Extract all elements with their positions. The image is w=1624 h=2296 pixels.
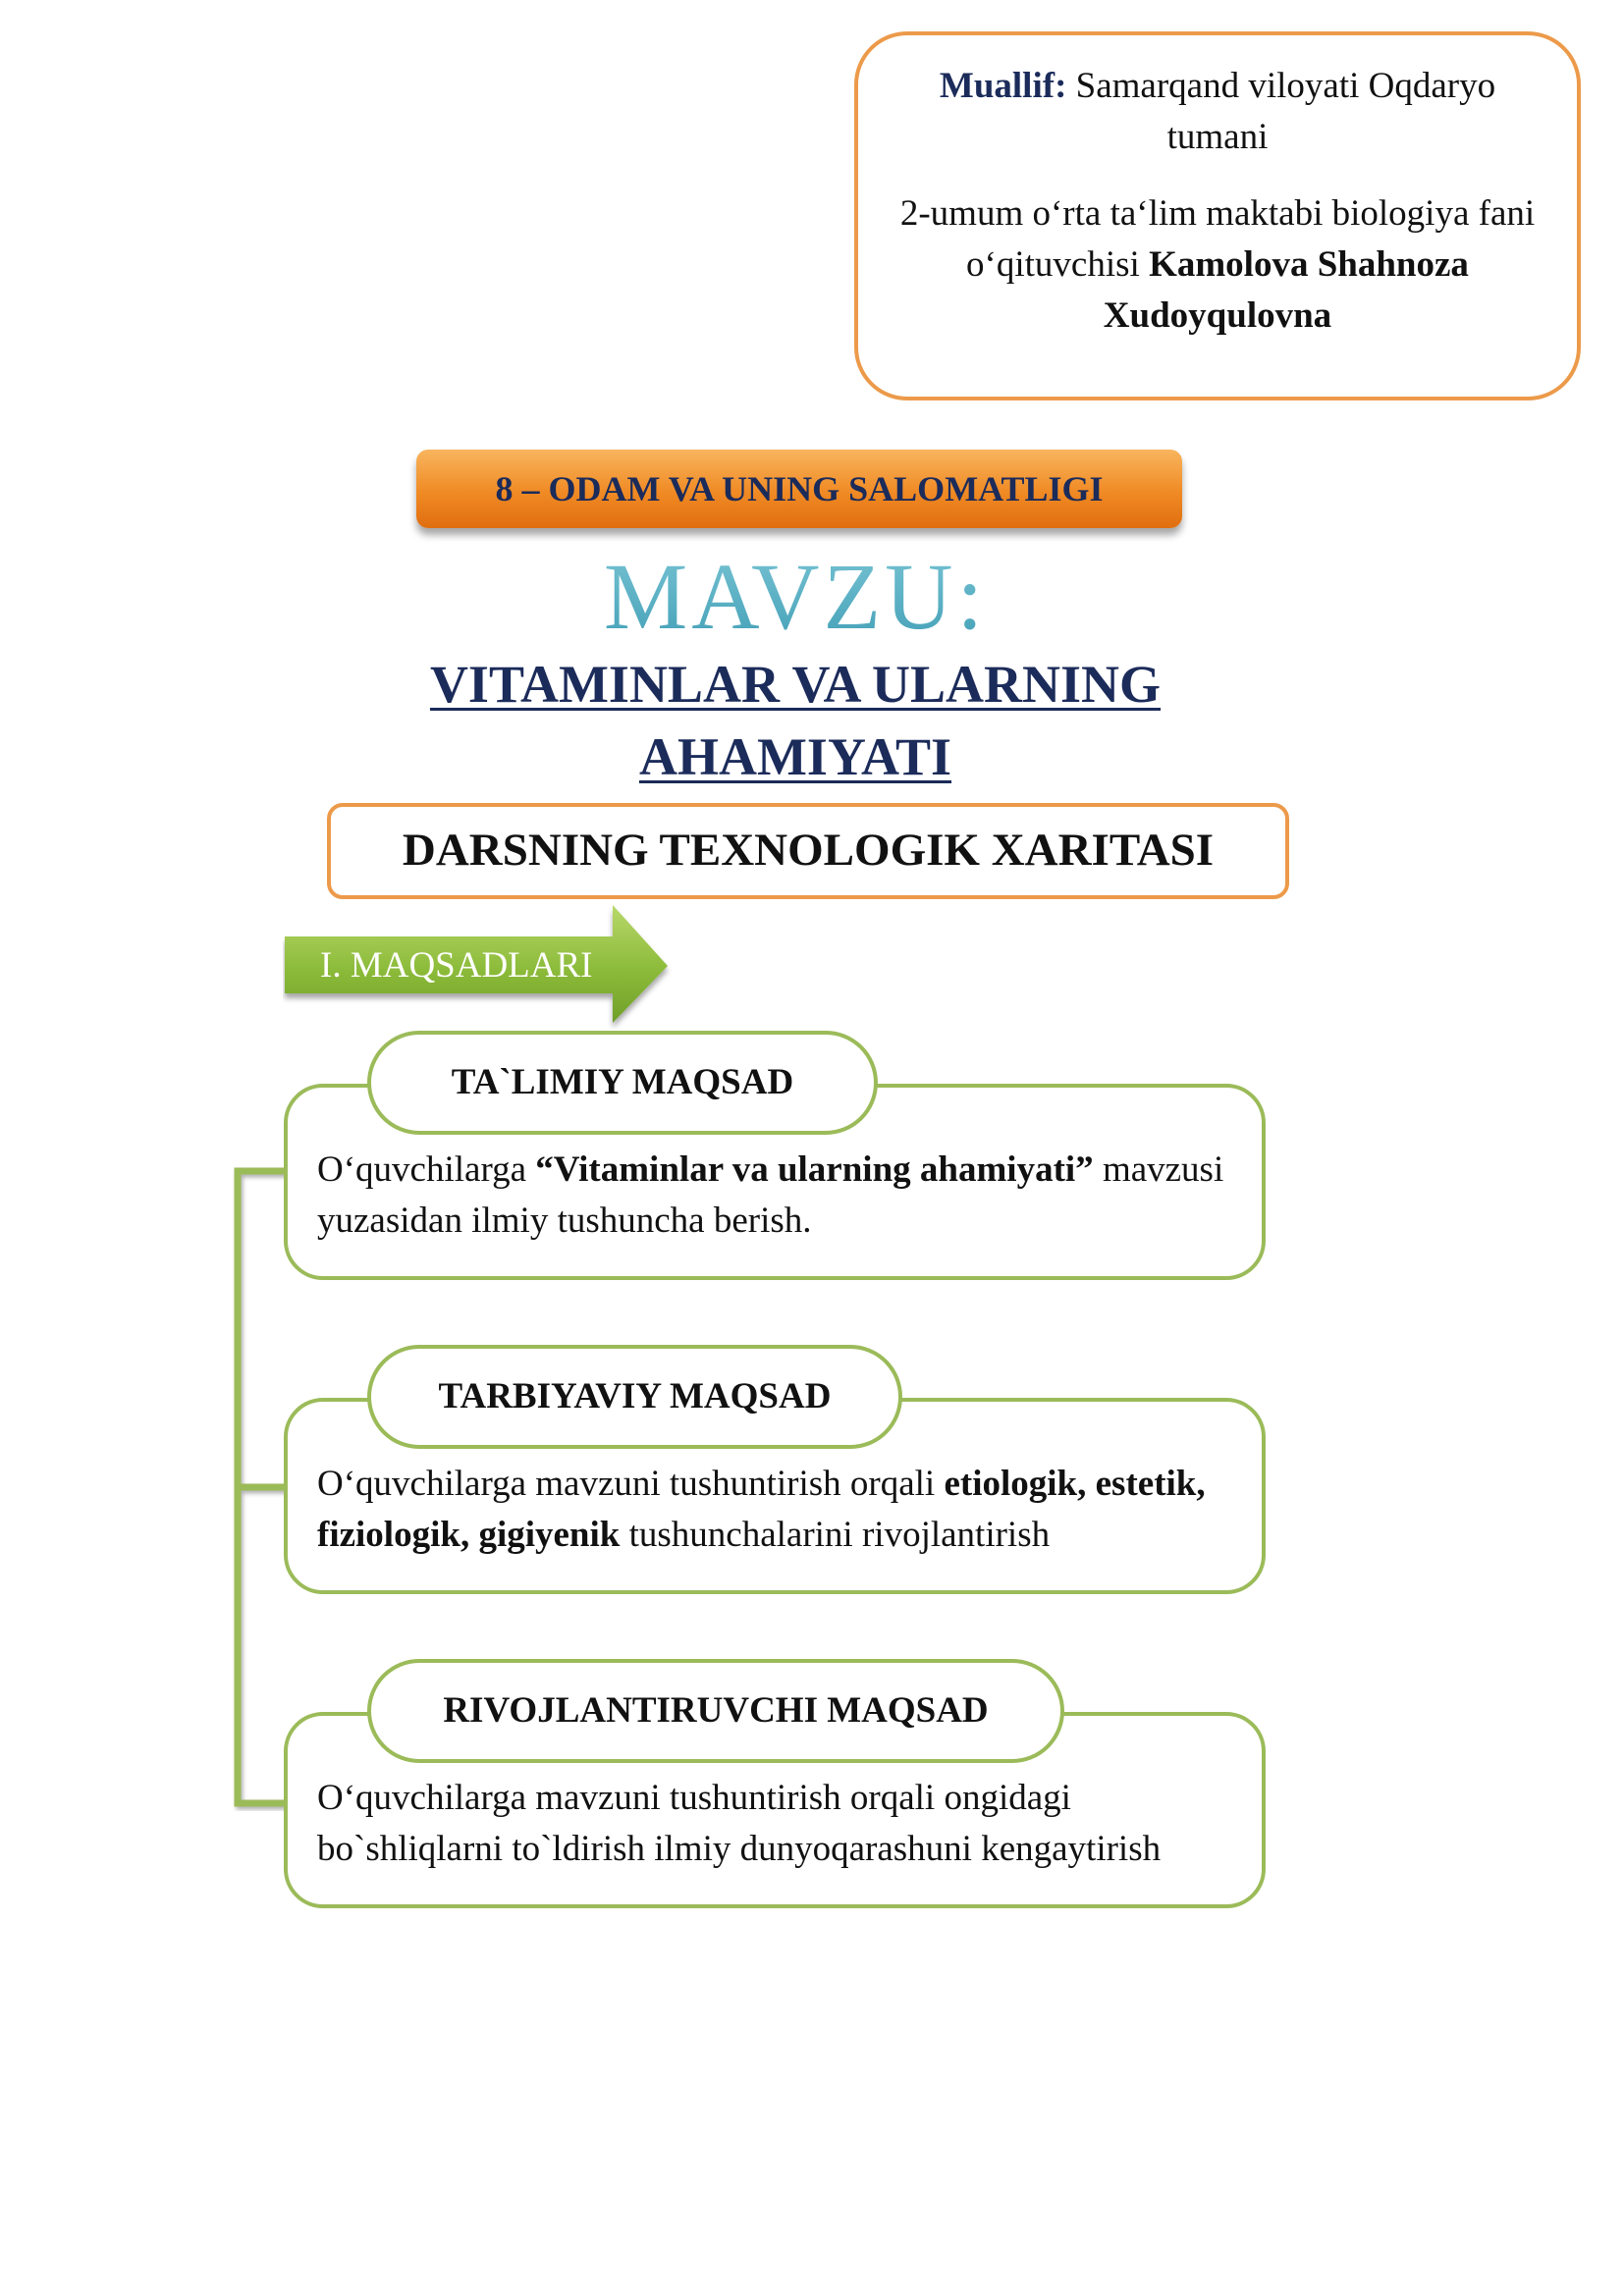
author-position: 2-umum o‘rta ta‘lim maktabi biologiya fani o‘qituvchisi [899,193,1536,285]
goal-text-tarbiyaviy [317,1459,1232,1561]
goal-text-bold: “Vitaminlar va ularning ahamiyati” [535,1149,1094,1190]
topic-title-line-2: AHAMIYATI [638,727,952,786]
goals-label: I. MAQSADLARI [320,945,593,986]
author-location: Samarqand viloyati Oqdaryo tumani [1066,66,1496,157]
goal-text-part: tushunchalarini rivojlantirish [620,1515,1051,1555]
goal-text-part: O‘quvchilarga mavzuni tushuntirish orqali [317,1464,945,1504]
goal-title-talimiy: TA`LIMIY MAQSAD [367,1031,878,1135]
author-label: Muallif: [939,66,1067,106]
author-line-1 [897,61,1538,163]
topic-title-line-1: VITAMINLAR VA ULARNING [429,655,1162,714]
goals-connector [224,1163,293,1811]
author-name: Kamolova Shahnoza Xudoyqulovna [1103,244,1469,336]
mavzu-label: MAVZU: [0,538,1591,656]
map-title-box: DARSNING TEXNOLOGIK XARITASI [327,803,1289,899]
goal-text-part: O‘quvchilarga [317,1149,536,1190]
goal-title-rivojlantiruvchi: RIVOJLANTIRUVCHI MAQSAD [367,1659,1064,1763]
goal-text-talimiy [317,1145,1232,1247]
goal-text-part: mavzusi yuzasidan ilmiy tushuncha berish. [317,1149,1224,1241]
goal-title-tarbiyaviy: TARBIYAVIY MAQSAD [367,1345,902,1449]
author-box [854,31,1581,400]
grade-banner: 8 – ODAM VA UNING SALOMATLIGI [416,450,1182,528]
topic-title [295,648,1296,793]
author-line-2 [897,188,1538,342]
goal-text-bold: etiologik, estetik, fiziologik, gigiyenik [317,1464,1206,1555]
goal-text-rivojlantiruvchi: O‘quvchilarga mavzuni tushuntirish orqali ongidagi bo`shliqlarni to`ldirish ilmiy dunyoqarashuni kengaytirish [317,1778,1162,1869]
